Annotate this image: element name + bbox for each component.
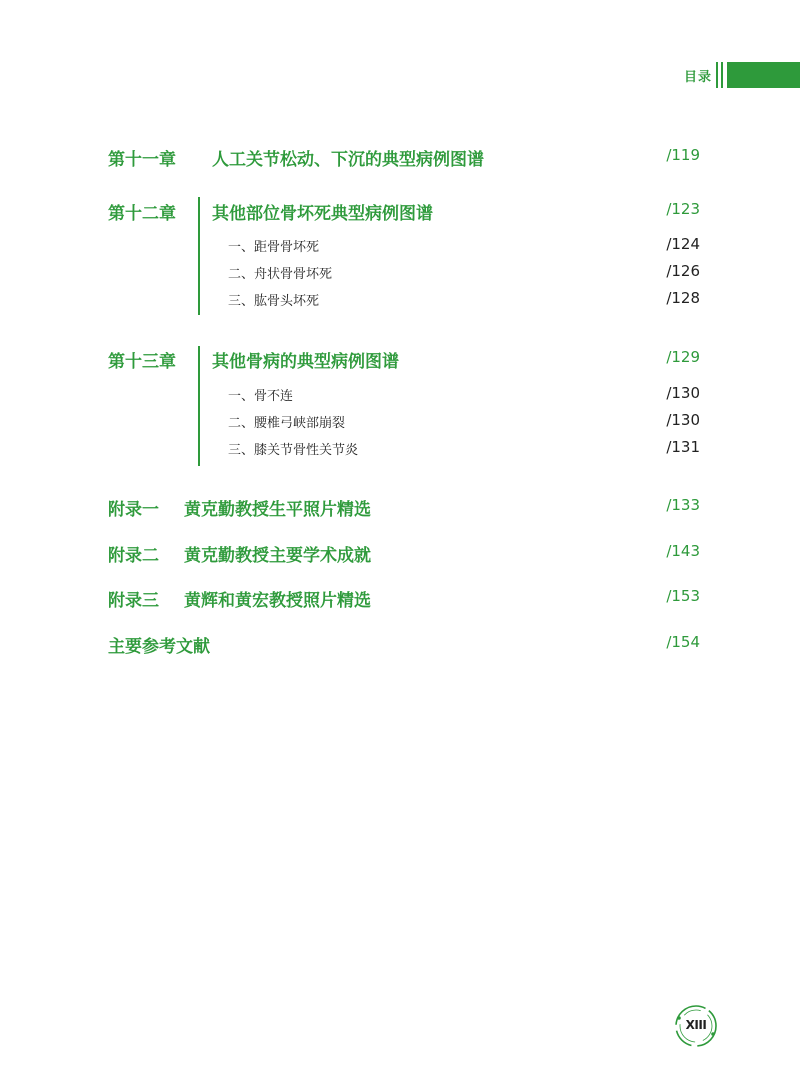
appendix-page: /133: [666, 496, 700, 514]
section-page: /130: [666, 411, 700, 429]
header-bar: [716, 62, 718, 88]
chapter-label: 第十一章: [108, 150, 176, 170]
section-label: 二、舟状骨骨坏死: [228, 267, 333, 282]
page-number: XIII: [685, 1018, 707, 1032]
section-page: /128: [666, 289, 700, 307]
section-label: 一、距骨骨坏死: [228, 240, 320, 255]
appendix-title: 黄辉和黄宏教授照片精选: [184, 591, 371, 611]
section-label: 三、膝关节骨性关节炎: [228, 443, 359, 458]
appendix-page: /153: [666, 587, 700, 605]
appendix-label: 附录二: [108, 546, 159, 566]
appendix-page: /143: [666, 542, 700, 560]
appendix-label: 附录三: [108, 591, 159, 611]
section-page: /126: [666, 262, 700, 280]
chapter-title: 人工关节松动、下沉的典型病例图谱: [212, 150, 484, 170]
page-number-badge: [672, 1002, 720, 1050]
section-label: 二、腰椎弓峡部崩裂: [228, 416, 346, 431]
chapter-title: 其他部位骨坏死典型病例图谱: [212, 204, 433, 224]
chapter-page: /119: [666, 146, 700, 164]
appendix-title: 黄克勤教授生平照片精选: [184, 500, 371, 520]
header-block: [727, 62, 800, 88]
page-header: [650, 62, 800, 88]
header-bar: [721, 62, 723, 88]
header-title: 目录: [683, 70, 712, 85]
chapter-label: 第十三章: [108, 352, 176, 372]
appendix-label: 附录一: [108, 500, 159, 520]
section-label: 一、骨不连: [228, 389, 294, 404]
chapter-page: /129: [666, 348, 700, 366]
chapter-page: /123: [666, 200, 700, 218]
section-page: /130: [666, 384, 700, 402]
section-page: /124: [666, 235, 700, 253]
chapter-title: 其他骨病的典型病例图谱: [212, 352, 399, 372]
section-page: /131: [666, 438, 700, 456]
chapter-divider-line: [198, 346, 200, 466]
references-title: 主要参考文献: [108, 637, 210, 657]
references-page: /154: [666, 633, 700, 651]
chapter-label: 第十二章: [108, 204, 176, 224]
chapter-divider-line: [198, 197, 200, 315]
appendix-title: 黄克勤教授主要学术成就: [184, 546, 371, 566]
section-label: 三、肱骨头坏死: [228, 294, 320, 309]
